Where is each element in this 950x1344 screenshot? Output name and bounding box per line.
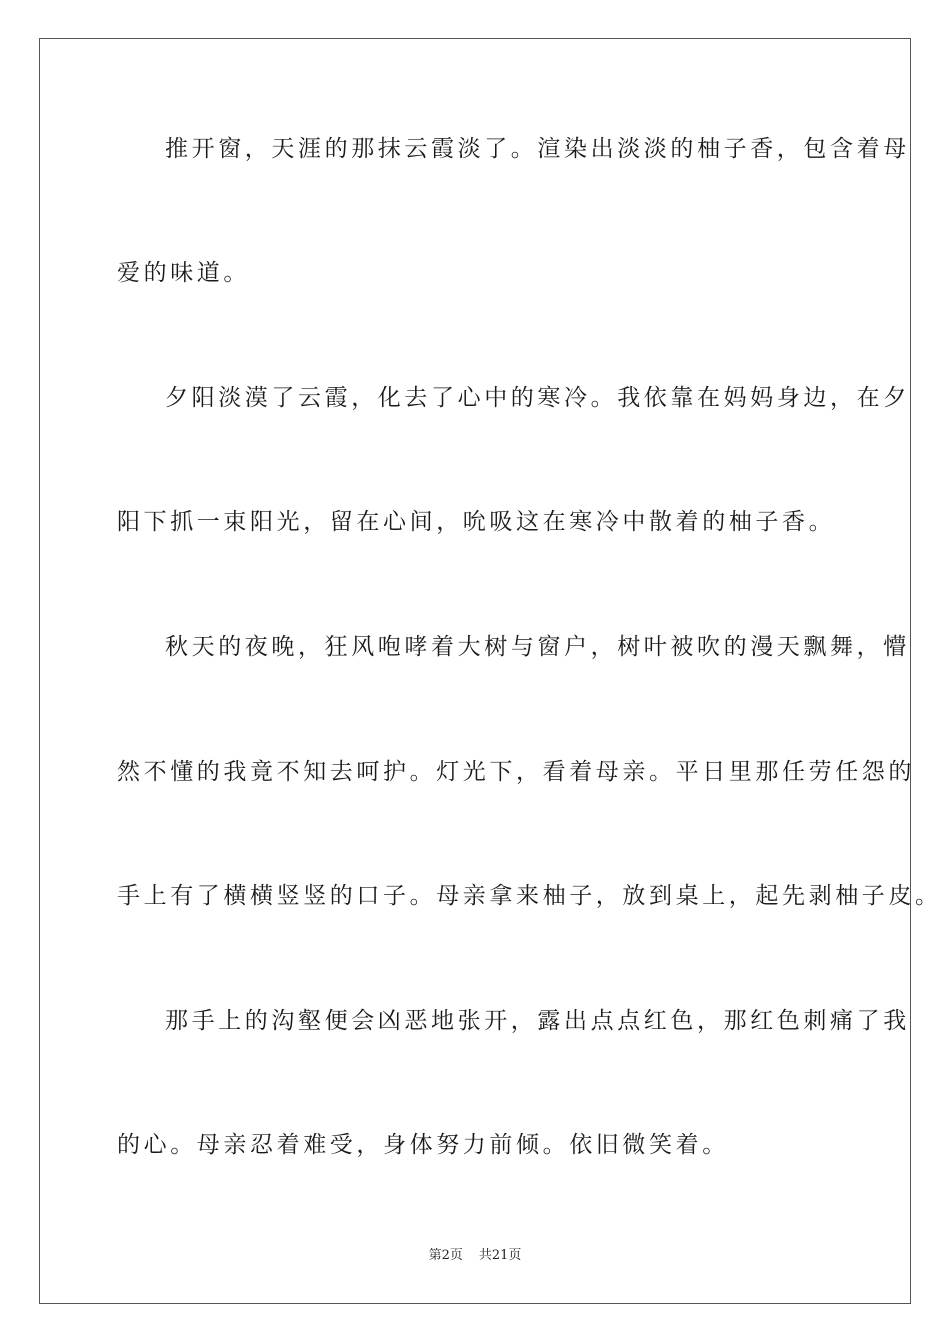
paragraph-1-line-2: 爱的味道。 xyxy=(117,260,250,286)
paragraph-3-line-2: 然不懂的我竟不知去呵护。灯光下，看着母亲。平日里那任劳任怨的 xyxy=(117,759,915,785)
paragraph-2-line-2: 阳下抓一束阳光，留在心间，吮吸这在寒冷中散着的柚子香。 xyxy=(117,509,836,535)
page-number: 第2页 xyxy=(428,1248,463,1263)
paragraph-4-line-2: 的心。母亲忍着难受，身体努力前倾。依旧微笑着。 xyxy=(117,1132,729,1158)
paragraph-1-line-1: 推开窗，天涯的那抹云霞淡了。渲染出淡淡的柚子香，包含着母 xyxy=(165,136,910,162)
paragraph-2-line-1: 夕阳淡漠了云霞，化去了心中的寒冷。我依靠在妈妈身边，在夕 xyxy=(165,385,910,411)
paragraph-4-line-1: 那手上的沟壑便会凶恶地张开，露出点点红色，那红色刺痛了我 xyxy=(165,1008,910,1034)
page-border xyxy=(39,38,942,1304)
total-pages: 共21页 xyxy=(478,1248,522,1263)
paragraph-3-line-3: 手上有了横横竖竖的口子。母亲拿来柚子，放到桌上，起先剥柚子皮。 xyxy=(117,883,942,909)
page-footer xyxy=(0,1247,950,1265)
paragraph-3-line-1: 秋天的夜晚，狂风咆哮着大树与窗户，树叶被吹的漫天飘舞，懵 xyxy=(165,634,910,660)
